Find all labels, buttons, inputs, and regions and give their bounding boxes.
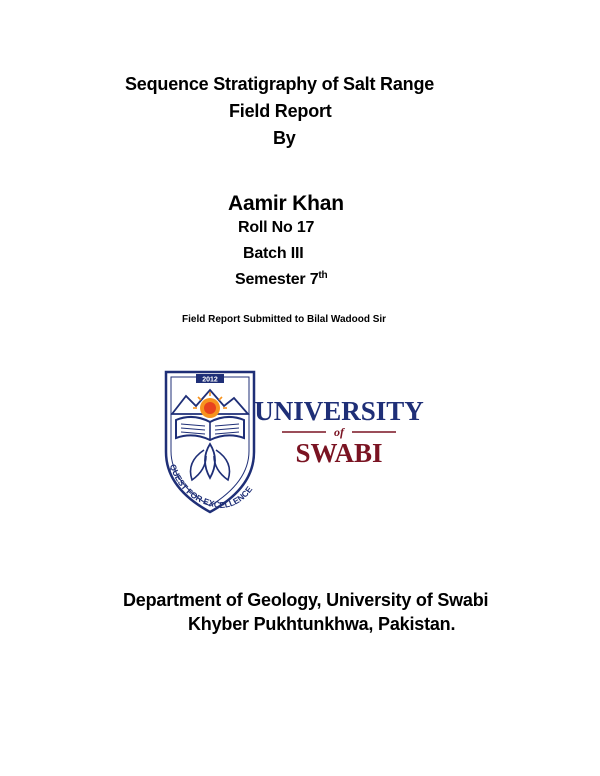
roll-number: Roll No 17: [238, 219, 315, 236]
logo-year: 2012: [202, 376, 218, 384]
author-name: Aamir Khan: [228, 192, 344, 215]
submission-note: Field Report Submitted to Bilal Wadood Sir: [182, 314, 387, 325]
logo-shield-icon: [166, 372, 264, 512]
semester-label: [235, 270, 327, 289]
report-title: Sequence Stratigraphy of Salt Range: [125, 74, 435, 94]
logo-of: of: [334, 425, 344, 439]
batch-label: Batch III: [243, 245, 304, 262]
logo-university: UNIVERSITY: [254, 396, 424, 426]
semester-text: Semester 7: [235, 271, 319, 288]
by-label: By: [273, 128, 296, 148]
semester-superscript: th: [318, 270, 328, 281]
university-logo: [162, 368, 424, 516]
logo-motto: QUEST FOR EXCELLENCE: [167, 462, 255, 511]
department-line: Department of Geology, University of Swabi: [123, 590, 489, 610]
location-line: Khyber Pukhtunkhwa, Pakistan.: [188, 614, 456, 634]
logo-swabi: SWABI: [295, 438, 383, 468]
report-subtitle: Field Report: [229, 101, 332, 121]
